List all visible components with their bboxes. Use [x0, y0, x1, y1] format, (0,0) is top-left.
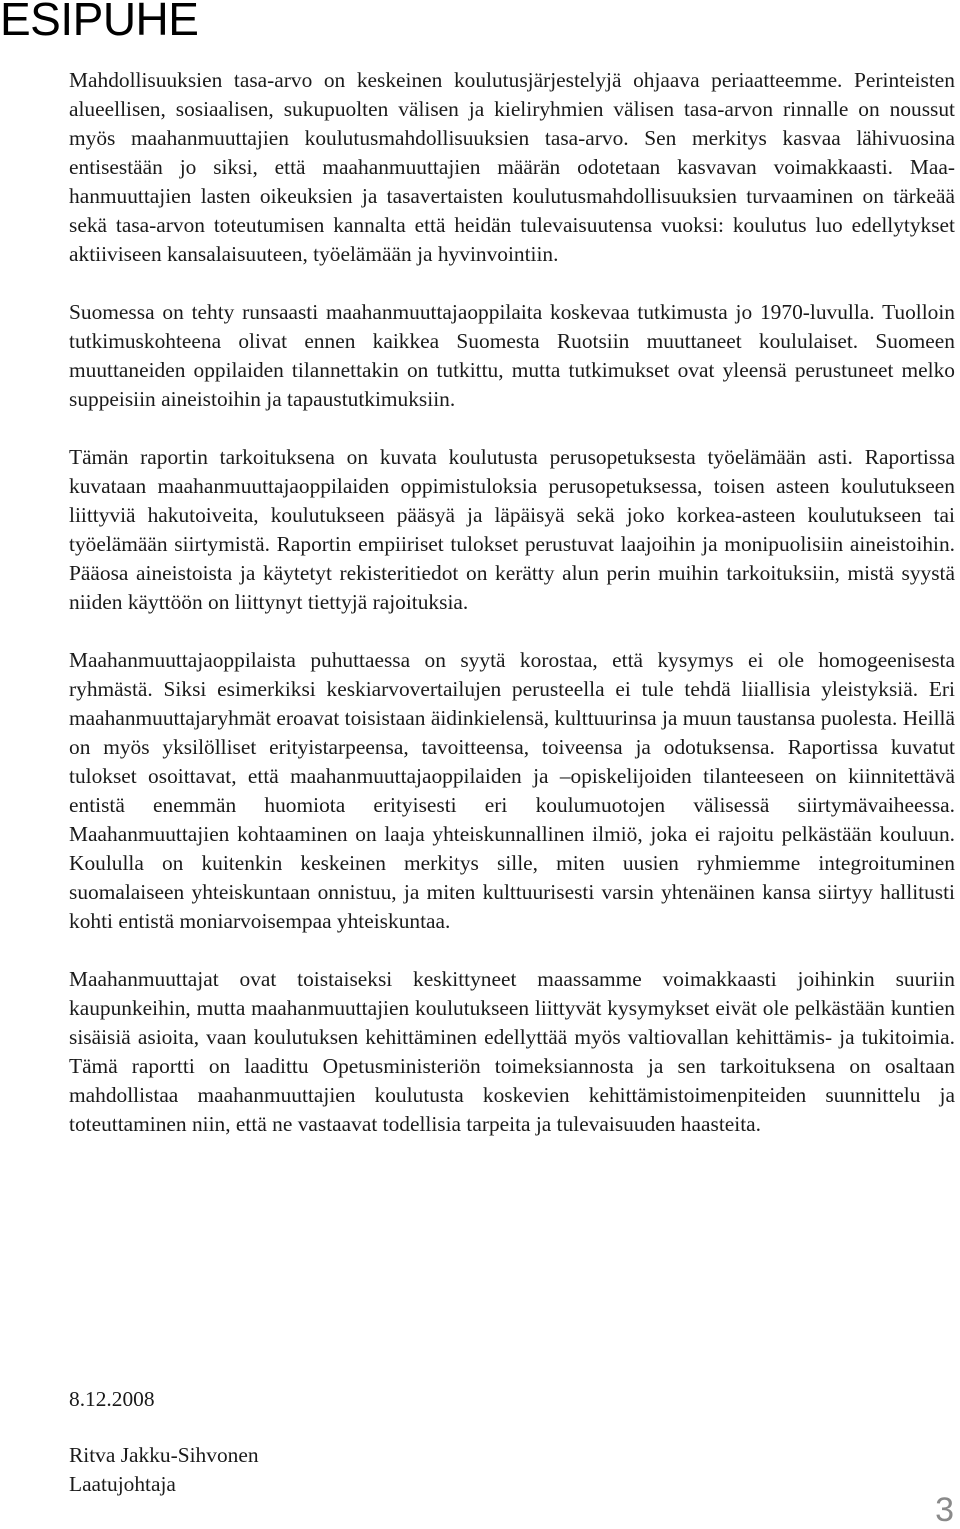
signature-block [69, 1441, 259, 1499]
paragraph: Maahanmuuttajat ovat toistaiseksi keskittyneet maassamme voimakkaasti joihinkin suuriin kaupunkeihin, mutta maahanmuuttajien koulutukseen liittyvät kysymykset eivät ole pelkästään kuntien sisäisiä asioita, vaan koulutuksen kehittäminen edellyttää myös valtiovallan kehittämis- ja tukitoimia. Tämä raportti on laadittu Opetusministeriön toimeksiannosta ja sen tarkoituksena on osaltaan mahdollistaa maahanmuuttajien koulutusta koskevien kehittämistoimenpiteiden suunnittelu ja toteuttaminen niin, että ne vastaavat todellisia tarpeita ja tulevaisuuden haasteita. [69, 967, 955, 1136]
paragraph: Tämän raportin tarkoituksena on kuvata koulutusta perusopetuksesta työelämään asti. Raportissa kuvataan maahanmuuttajaoppilaiden oppimistuloksia perusopetuksessa, toisen asteen koulutukseen liittyviä hakutoiveita, koulutukseen pääsyä ja läpäisyä sekä joko korkea-asteen koulutukseen tai työelämään siirtymistä. Raportin empiiriset tulokset perustuvat laajoihin ja monipuolisiin aineistoihin. Pääosa aineistoista ja käytetyt rekisteritiedot on kerätty alun perin muihin tarkoituksiin, mistä syystä niiden käyttöön on liittynyt tiettyjä rajoituksia. [69, 445, 955, 614]
signature-name: Ritva Jakku-Sihvonen [69, 1443, 259, 1467]
date: 8.12.2008 [69, 1387, 155, 1411]
signature-role: Laatujohtaja [69, 1472, 176, 1496]
paragraph: Suomessa on tehty runsaasti maahanmuuttajaoppilaita koskevaa tutkimusta jo 1970-luvulla. Tuolloin tutkimuskohteena olivat ennen kaikkea Suomesta Ruotsiin muuttaneet koululaiset. Suomeen muuttaneiden oppilaiden tilannettakin on tutkittu, mutta tutkimukset ovat yleensä perustuneet melko suppeisiin aineistoihin ja tapaustutkimuksiin. [69, 300, 955, 411]
paragraph: Maahanmuuttajaoppilaista puhuttaessa on syytä korostaa, että kysymys ei ole homogeenisesta ryhmästä. Siksi esimerkiksi keskiarvovertailujen perusteella ei tule tehdä liiallisia yleistyksiä. Eri maahanmuuttajaryhmät eroavat toisistaan äidinkielensä, kulttuurinsa ja muun taustansa puolesta. Heillä on myös yksilölliset erityistarpeensa, tavoitteensa, toiveensa ja odotuksensa. Raportissa kuvatut tulokset osoittavat, että maahanmuuttajaoppilaiden ja –opiskelijoiden tilanteeseen on kiinnitettävä entistä enemmän huomiota erityisesti eri koulumuotojen välisessä siirtymävaiheessa. Maahanmuuttajien kohtaaminen on laaja yhteiskunnallinen ilmiö, joka ei rajoitu pelkästään kouluun. Koululla on kuitenkin keskeinen merkitys sille, miten uusien ryhmiemme integroituminen suomalaiseen yhteiskuntaan onnistuu, ja miten kulttuurisesti varsin yhtenäinen kansa siirtyy hallitusti kohti entistä moniarvoisempaa yhteiskuntaa. [69, 648, 955, 933]
paragraph: Mahdollisuuksien tasa-arvo on keskeinen koulutusjärjestelyjä ohjaava periaatteemme. Perinteisten alueellisen, sosiaalisen, sukupuolten välisen ja kieliryhmien välisen tasa-arvon rinnalle on noussut myös maahanmuuttajien koulutusmahdollisuuksien tasa-arvo. Sen merkitys kasvaa lähivuosina entisestään jo siksi, että maahanmuuttajien määrän odotetaan kasvavan voimakkaasti. Maahanmuuttajien lasten oikeuksien ja tasavertaisten koulutusmahdollisuuksien turvaaminen on tärkeää sekä tasa-arvon toteutumisen kannalta että heidän tulevaisuutensa vuoksi: koulutus luo edellytykset aktiiviseen kansalaisuuteen, työelämään ja hyvinvointiin. [69, 68, 955, 266]
page-number: 3 [935, 1491, 954, 1529]
page-title: ESIPUHE [0, 0, 199, 45]
preface-body [69, 66, 955, 1168]
